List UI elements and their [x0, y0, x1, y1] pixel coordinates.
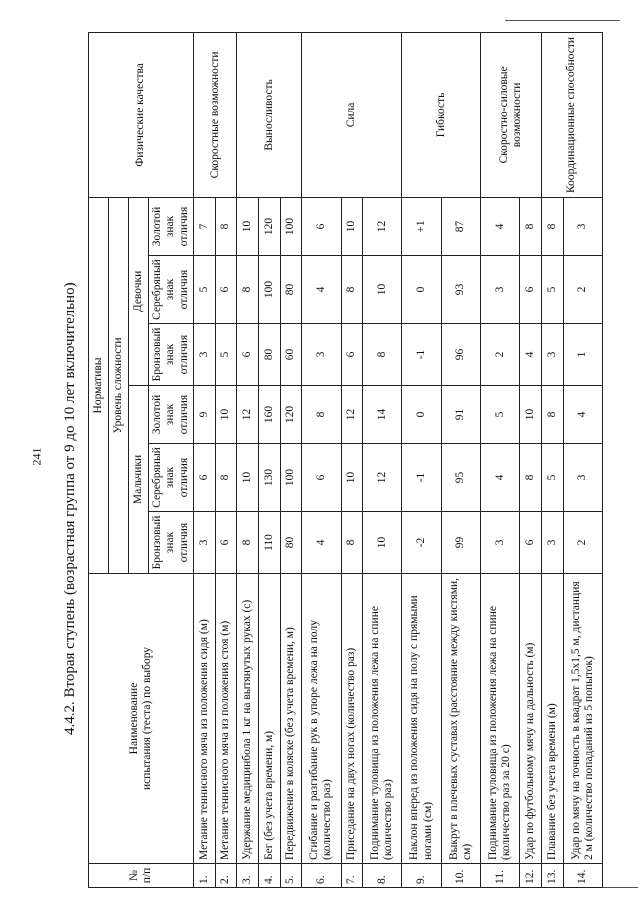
girls-gold: 87 [441, 197, 480, 255]
header-girls-silver: Серебряный знак отличия [149, 256, 194, 324]
row-name: Выкрут в плечевых суставах (расстояние между кистями, см) [441, 574, 480, 864]
girls-gold: 100 [280, 197, 302, 255]
girls-bronze: 3 [302, 324, 341, 386]
girls-bronze: 80 [258, 324, 280, 386]
boys-bronze: 6 [520, 512, 542, 574]
girls-gold: 4 [481, 197, 520, 255]
row-num: 4. [258, 864, 280, 888]
boys-gold: 0 [402, 386, 441, 444]
girls-bronze: 4 [520, 324, 542, 386]
header-level: Уровень сложности [109, 197, 129, 573]
row-num: 1. [194, 864, 216, 888]
boys-bronze: 8 [237, 512, 259, 574]
boys-gold: 8 [541, 386, 563, 444]
boys-bronze: 10 [363, 512, 402, 574]
girls-bronze: 8 [363, 324, 402, 386]
quality-speed-power: Скоростно-силовые возможности [481, 32, 542, 197]
girls-silver: 8 [237, 256, 259, 324]
row-name: Наклон вперед из положения сидя на полу с прямыми ногами (см) [402, 574, 441, 864]
girls-silver: 100 [258, 256, 280, 324]
boys-gold: 91 [441, 386, 480, 444]
row-name: Передвижение в коляске (без учета времени, м) [280, 574, 302, 864]
row-num: 11. [481, 864, 520, 888]
boys-silver: 12 [363, 444, 402, 512]
page-number: 241 [29, 447, 44, 466]
header-name-line2: испытания (теста) по выбору [141, 646, 153, 791]
boys-silver: 130 [258, 444, 280, 512]
header-boys-gold: Золотой знак отличия [149, 386, 194, 444]
girls-silver: 6 [520, 256, 542, 324]
header-boys-silver: Серебряный знак отличия [149, 444, 194, 512]
girls-gold: 8 [541, 197, 563, 255]
row-num: 9. [402, 864, 441, 888]
boys-gold: 12 [341, 386, 363, 444]
header-normatives: Нормативы [89, 197, 109, 573]
row-num: 13. [541, 864, 563, 888]
girls-silver: 3 [481, 256, 520, 324]
table-row [237, 32, 259, 887]
row-name: Плавание без учета времени (м) [541, 574, 563, 864]
boys-bronze: 99 [441, 512, 480, 574]
girls-silver: 5 [194, 256, 216, 324]
girls-gold: 10 [341, 197, 363, 255]
row-num: 6. [302, 864, 341, 888]
boys-bronze: 8 [341, 512, 363, 574]
row-num: 7. [341, 864, 363, 888]
row-num: 8. [363, 864, 402, 888]
row-name: Поднимание туловища из положения лежа на спине (количество раз) [363, 574, 402, 864]
boys-silver: 4 [481, 444, 520, 512]
normatives-table [88, 32, 603, 888]
header-girls: Девочки [129, 197, 149, 385]
girls-gold: 3 [563, 197, 602, 255]
girls-gold: +1 [402, 197, 441, 255]
boys-bronze: 80 [280, 512, 302, 574]
boys-bronze: 3 [194, 512, 216, 574]
row-name: Удержание медицинбола 1 кг на вытянутых руках (с) [237, 574, 259, 864]
row-name: Поднимание туловища из положения лежа на спине (количество раз за 20 с) [481, 574, 520, 864]
boys-silver: -1 [402, 444, 441, 512]
header-boys: Мальчики [129, 386, 149, 574]
boys-bronze: -2 [402, 512, 441, 574]
girls-gold: 7 [194, 197, 216, 255]
girls-silver: 8 [341, 256, 363, 324]
quality-strength: Сила [302, 32, 402, 197]
boys-silver: 95 [441, 444, 480, 512]
girls-silver: 93 [441, 256, 480, 324]
boys-silver: 10 [237, 444, 259, 512]
boys-silver: 6 [194, 444, 216, 512]
girls-bronze: 6 [341, 324, 363, 386]
boys-silver: 3 [563, 444, 602, 512]
boys-bronze: 110 [258, 512, 280, 574]
girls-bronze: 3 [541, 324, 563, 386]
girls-bronze: -1 [402, 324, 441, 386]
girls-silver: 2 [563, 256, 602, 324]
girls-bronze: 96 [441, 324, 480, 386]
boys-silver: 8 [520, 444, 542, 512]
girls-bronze: 5 [215, 324, 237, 386]
boys-gold: 14 [363, 386, 402, 444]
edge-line-top [505, 20, 620, 21]
row-num: 14. [563, 864, 602, 888]
document-title: 4.4.2. Вторая ступень (возрастная группа от 9 до 10 лет включительно) [62, 282, 78, 735]
quality-flexibility: Гибкость [402, 32, 481, 197]
girls-gold: 12 [363, 197, 402, 255]
boys-bronze: 3 [481, 512, 520, 574]
boys-gold: 9 [194, 386, 216, 444]
row-num: 2. [215, 864, 237, 888]
girls-silver: 6 [215, 256, 237, 324]
girls-bronze: 6 [237, 324, 259, 386]
row-num: 12. [520, 864, 542, 888]
rotated-table-container [88, 33, 603, 888]
row-name: Бег (без учета времени, м) [258, 574, 280, 864]
boys-gold: 8 [302, 386, 341, 444]
girls-silver: 4 [302, 256, 341, 324]
quality-endurance: Выносливость [237, 32, 302, 197]
girls-silver: 80 [280, 256, 302, 324]
boys-gold: 160 [258, 386, 280, 444]
boys-bronze: 3 [541, 512, 563, 574]
boys-silver: 6 [302, 444, 341, 512]
girls-silver: 10 [363, 256, 402, 324]
row-name: Метание теннисного мяча из положения стоя (м) [215, 574, 237, 864]
boys-silver: 8 [215, 444, 237, 512]
header-boys-bronze: Бронзовый знак отличия [149, 512, 194, 574]
boys-silver: 100 [280, 444, 302, 512]
girls-gold: 10 [237, 197, 259, 255]
boys-gold: 10 [215, 386, 237, 444]
quality-speed-strength: Скоростные возможности [194, 32, 237, 197]
table-row [302, 32, 341, 887]
row-name: Приседание на двух ногах (количество раз) [341, 574, 363, 864]
boys-bronze: 2 [563, 512, 602, 574]
row-num: 3. [237, 864, 259, 888]
boys-gold: 5 [481, 386, 520, 444]
boys-silver: 5 [541, 444, 563, 512]
header-girls-gold: Золотой знак отличия [149, 197, 194, 255]
boys-silver: 10 [341, 444, 363, 512]
girls-bronze: 60 [280, 324, 302, 386]
girls-bronze: 2 [481, 324, 520, 386]
girls-gold: 8 [520, 197, 542, 255]
girls-silver: 0 [402, 256, 441, 324]
boys-bronze: 6 [215, 512, 237, 574]
header-quality: Физические качества [89, 32, 194, 197]
header-num: № п/п [89, 864, 194, 888]
header-name [89, 574, 194, 864]
quality-coordination: Координационные способности [541, 32, 602, 197]
table-row [541, 32, 563, 887]
row-name: Метание теннисного мяча из положения сидя (м) [194, 574, 216, 864]
row-name: Удар по футбольному мячу на дальность (м) [520, 574, 542, 864]
row-num: 10. [441, 864, 480, 888]
table-row [481, 32, 520, 887]
girls-bronze: 1 [563, 324, 602, 386]
boys-bronze: 4 [302, 512, 341, 574]
row-name: Удар по мячу на точность в квадрат 1,5х1,5 м, дистанция 2 м (количество попаданий из 5 попыток) [563, 574, 602, 864]
boys-gold: 4 [563, 386, 602, 444]
header-girls-bronze: Бронзовый знак отличия [149, 324, 194, 386]
boys-gold: 120 [280, 386, 302, 444]
row-num: 5. [280, 864, 302, 888]
girls-gold: 120 [258, 197, 280, 255]
table-row [194, 32, 216, 887]
table-row [402, 32, 441, 887]
girls-gold: 6 [302, 197, 341, 255]
girls-bronze: 3 [194, 324, 216, 386]
boys-gold: 12 [237, 386, 259, 444]
girls-gold: 8 [215, 197, 237, 255]
boys-gold: 10 [520, 386, 542, 444]
girls-silver: 5 [541, 256, 563, 324]
row-name: Сгибание и разгибание рук в упоре лежа на полу (количество раз) [302, 574, 341, 864]
header-name-line1: Наименование [127, 682, 140, 755]
